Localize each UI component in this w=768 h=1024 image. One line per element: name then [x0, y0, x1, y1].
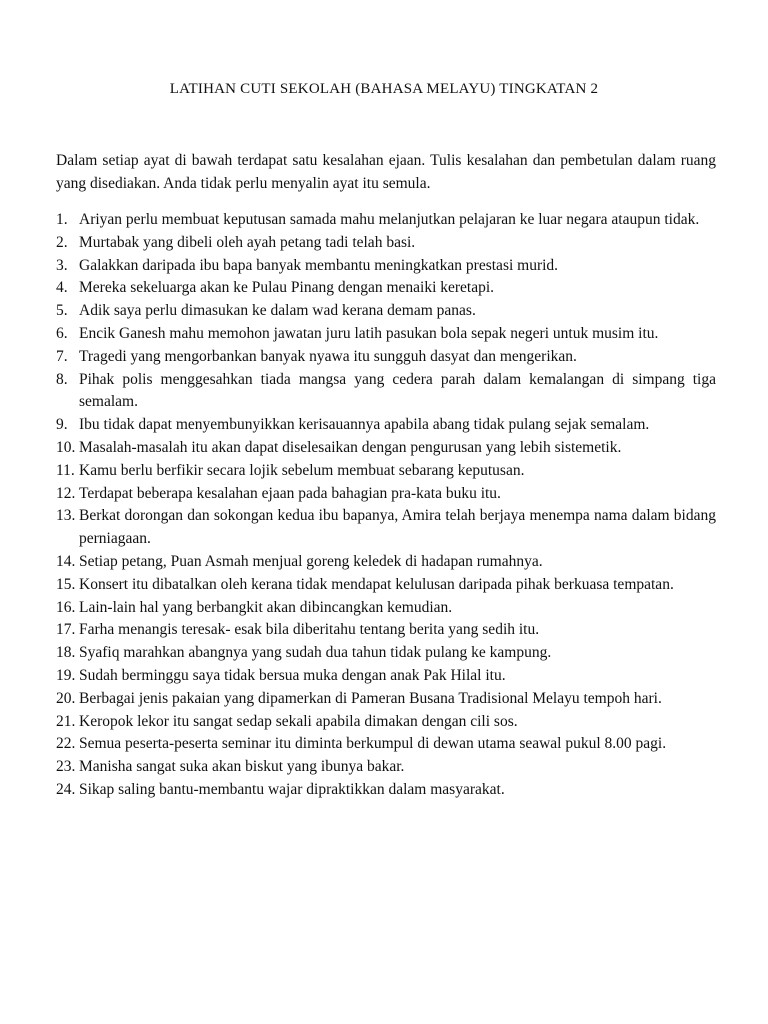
- item-text: Berbagai jenis pakaian yang dipamerkan di Pameran Busana Tradisional Melayu tempoh hari.: [79, 689, 662, 707]
- list-item: [56, 460, 716, 483]
- item-number: 15.: [56, 575, 76, 593]
- list-item: [56, 665, 716, 688]
- item-text: Semua peserta-peserta seminar itu diminta berkumpul di dewan utama seawal pukul 8.00 pagi.: [79, 735, 667, 753]
- item-number: 2.: [56, 233, 68, 251]
- item-number: 11.: [56, 461, 75, 479]
- list-item: [56, 323, 716, 346]
- instructions-paragraph: Dalam setiap ayat di bawah terdapat satu kesalahan ejaan. Tulis kesalahan dan pembetulan dalam ruang yang disediakan. Anda tidak perlu menyalin ayat itu semula.: [56, 152, 716, 192]
- item-number: 10.: [56, 438, 76, 456]
- question-list: [56, 209, 716, 802]
- list-item: [56, 414, 716, 437]
- item-text: Lain-lain hal yang berbangkit akan dibincangkan kemudian.: [79, 598, 453, 616]
- item-text: Farha menangis teresak- esak bila diberitahu tentang berita yang sedih itu.: [79, 621, 540, 639]
- list-item: [56, 779, 716, 802]
- item-text: Tragedi yang mengorbankan banyak nyawa itu sungguh dasyat dan mengerikan.: [79, 347, 577, 365]
- list-item: [56, 437, 716, 460]
- item-number: 4.: [56, 279, 68, 297]
- item-number: 24.: [56, 780, 76, 798]
- item-number: 8.: [56, 370, 68, 388]
- item-number: 6.: [56, 324, 68, 342]
- item-text: Ariyan perlu membuat keputusan samada mahu melanjutkan pelajaran ke luar negara ataupun tidak.: [79, 211, 700, 228]
- item-text: Berkat dorongan dan sokongan kedua ibu bapanya, Amira telah berjaya menempa nama dalam bidang perniagaan.: [79, 507, 716, 548]
- list-item: [56, 574, 716, 597]
- item-text: Mereka sekeluarga akan ke Pulau Pinang dengan menaiki keretapi.: [79, 279, 495, 297]
- list-item: [56, 597, 716, 620]
- item-number: 12.: [56, 484, 76, 502]
- item-number: 14.: [56, 552, 76, 570]
- list-item: [56, 619, 716, 642]
- item-text: Ibu tidak dapat menyembunyikkan kerisauannya apabila abang tidak pulang sejak semalam.: [79, 416, 650, 434]
- item-number: 18.: [56, 644, 76, 662]
- item-number: 3.: [56, 256, 68, 274]
- item-number: 16.: [56, 598, 76, 616]
- list-item: [56, 209, 716, 232]
- item-number: 23.: [56, 758, 76, 776]
- list-item: [56, 733, 716, 756]
- list-item: [56, 369, 716, 415]
- list-item: [56, 505, 716, 551]
- item-text: Pihak polis menggesahkan tiada mangsa yang cedera parah dalam kemalangan di simpang tiga semalam.: [79, 370, 716, 411]
- item-text: Sikap saling bantu-membantu wajar dipraktikkan dalam masyarakat.: [79, 780, 505, 798]
- item-number: 21.: [56, 712, 76, 730]
- list-item: [56, 232, 716, 255]
- item-text: Manisha sangat suka akan biskut yang ibunya bakar.: [79, 758, 405, 776]
- item-text: Encik Ganesh mahu memohon jawatan juru latih pasukan bola sepak negeri untuk musim itu.: [79, 324, 659, 342]
- item-number: 13.: [56, 507, 76, 525]
- item-number: 1.: [56, 211, 68, 228]
- item-text: Kamu berlu berfikir secara lojik sebelum membuat sebarang keputusan.: [79, 461, 525, 479]
- item-text: Adik saya perlu dimasukan ke dalam wad kerana demam panas.: [79, 302, 476, 320]
- item-number: 5.: [56, 302, 68, 320]
- item-number: 19.: [56, 666, 76, 684]
- list-item: [56, 688, 716, 711]
- list-item: [56, 300, 716, 323]
- item-text: Konsert itu dibatalkan oleh kerana tidak mendapat kelulusan daripada pihak berkuasa tempatan.: [79, 575, 674, 593]
- list-item: [56, 642, 716, 665]
- list-item: [56, 551, 716, 574]
- item-text: Masalah-masalah itu akan dapat diselesaikan dengan pengurusan yang lebih sistemetik.: [79, 438, 622, 456]
- list-item: [56, 346, 716, 369]
- item-number: 20.: [56, 689, 76, 707]
- item-number: 22.: [56, 735, 76, 753]
- list-item: [56, 255, 716, 278]
- item-text: Keropok lekor itu sangat sedap sekali apabila dimakan dengan cili sos.: [79, 712, 518, 730]
- list-item: [56, 277, 716, 300]
- item-text: Galakkan daripada ibu bapa banyak membantu meningkatkan prestasi murid.: [79, 256, 559, 274]
- item-text: Terdapat beberapa kesalahan ejaan pada bahagian pra-kata buku itu.: [79, 484, 501, 502]
- item-number: 9.: [56, 416, 68, 434]
- item-text: Setiap petang, Puan Asmah menjual goreng keledek di hadapan rumahnya.: [79, 552, 543, 570]
- item-text: Murtabak yang dibeli oleh ayah petang tadi telah basi.: [79, 233, 416, 251]
- document-title: LATIHAN CUTI SEKOLAH (BAHASA MELAYU) TINGKATAN 2: [169, 81, 599, 97]
- list-item: [56, 711, 716, 734]
- item-number: 17.: [56, 621, 76, 639]
- item-text: Syafiq marahkan abangnya yang sudah dua tahun tidak pulang ke kampung.: [79, 644, 552, 662]
- list-item: [56, 756, 716, 779]
- item-number: 7.: [56, 347, 68, 365]
- item-text: Sudah berminggu saya tidak bersua muka dengan anak Pak Hilal itu.: [79, 666, 506, 684]
- list-item: [56, 483, 716, 506]
